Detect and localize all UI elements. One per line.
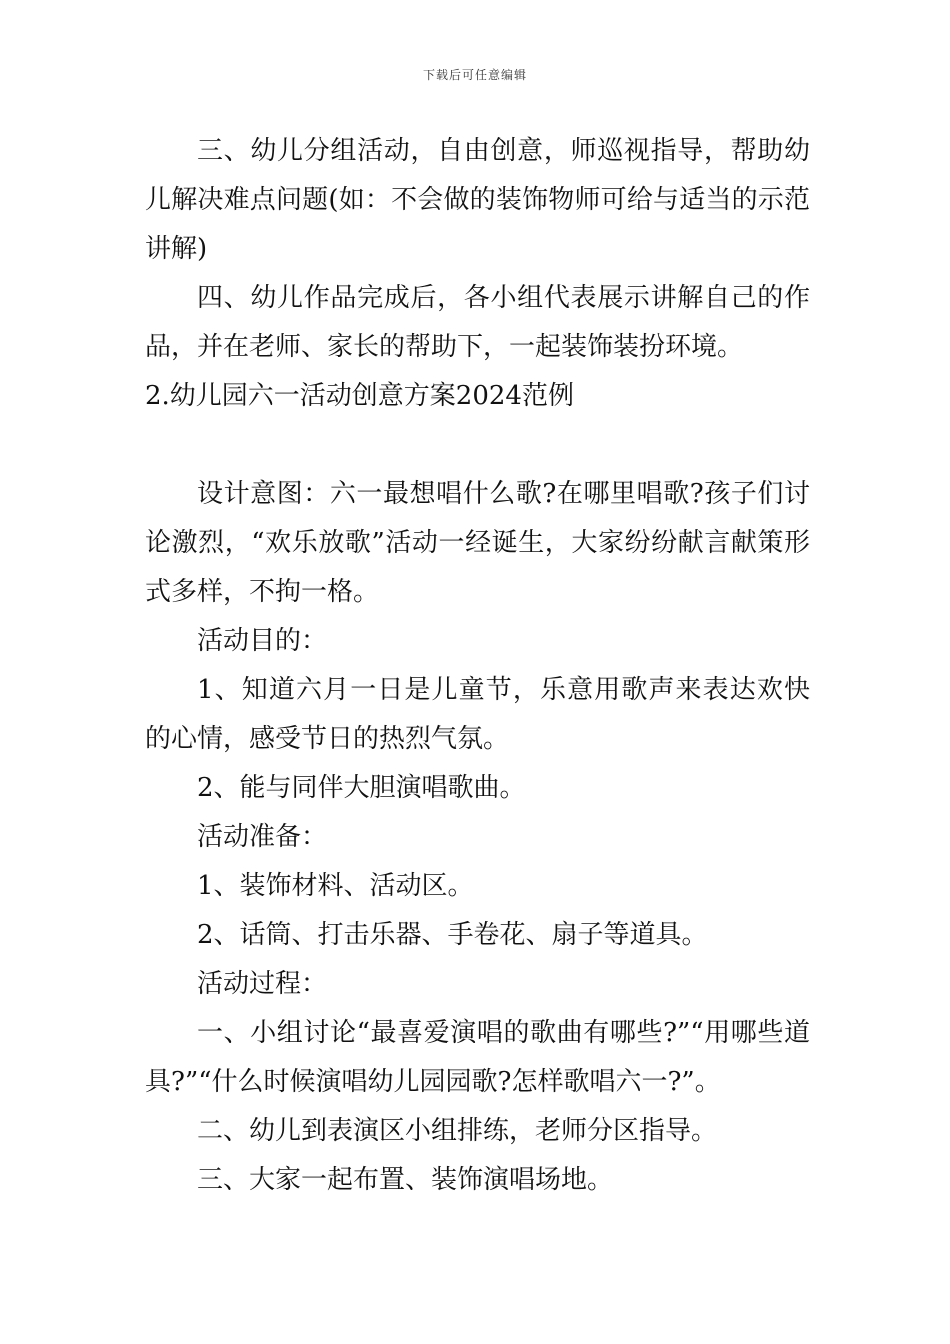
label-activity-process: 活动过程： [197, 969, 328, 999]
list-item-preparation-1: 1、装饰材料、活动区。 [197, 871, 474, 901]
list-item-goal-2: 2、能与同伴大胆演唱歌曲。 [197, 773, 526, 803]
list-item-process-3: 三、大家一起布置、装饰演唱场地。 [197, 1165, 614, 1195]
list-item-process-1: 一、小组讨论“最喜爱演唱的歌曲有哪些?”“用哪些道具?”“什么时候演唱幼儿园园歌?怎样歌唱六一?”。 [145, 1018, 810, 1097]
paragraph-design-intent: 设计意图：六一最想唱什么歌?在哪里唱歌?孩子们讨论激烈，“欢乐放歌”活动一经诞生，大家纷纷献言献策形式多样，不拘一格。 [145, 479, 810, 607]
list-item-preparation-2: 2、话筒、打击乐器、手卷花、扇子等道具。 [197, 920, 708, 950]
page-header: 下载后可任意编辑 [422, 68, 527, 82]
label-activity-goals: 活动目的： [197, 626, 328, 656]
label-activity-preparation: 活动准备： [197, 822, 328, 852]
document-body [145, 127, 810, 1205]
list-item-goal-1: 1、知道六月一日是儿童节，乐意用歌声来表达欢快的心情，感受节日的热烈气氛。 [145, 675, 810, 754]
paragraph-step-three: 三、幼儿分组活动，自由创意，师巡视指导，帮助幼儿解决难点问题(如：不会做的装饰物师可给与适当的示范讲解) [145, 136, 810, 264]
list-item-process-2: 二、幼儿到表演区小组排练，老师分区指导。 [197, 1116, 718, 1146]
blank-line [145, 421, 810, 470]
paragraph-step-four: 四、幼儿作品完成后，各小组代表展示讲解自己的作品，并在老师、家长的帮助下，一起装饰装扮环境。 [145, 283, 810, 362]
section-heading: 2.幼儿园六一活动创意方案2024范例 [145, 381, 574, 411]
